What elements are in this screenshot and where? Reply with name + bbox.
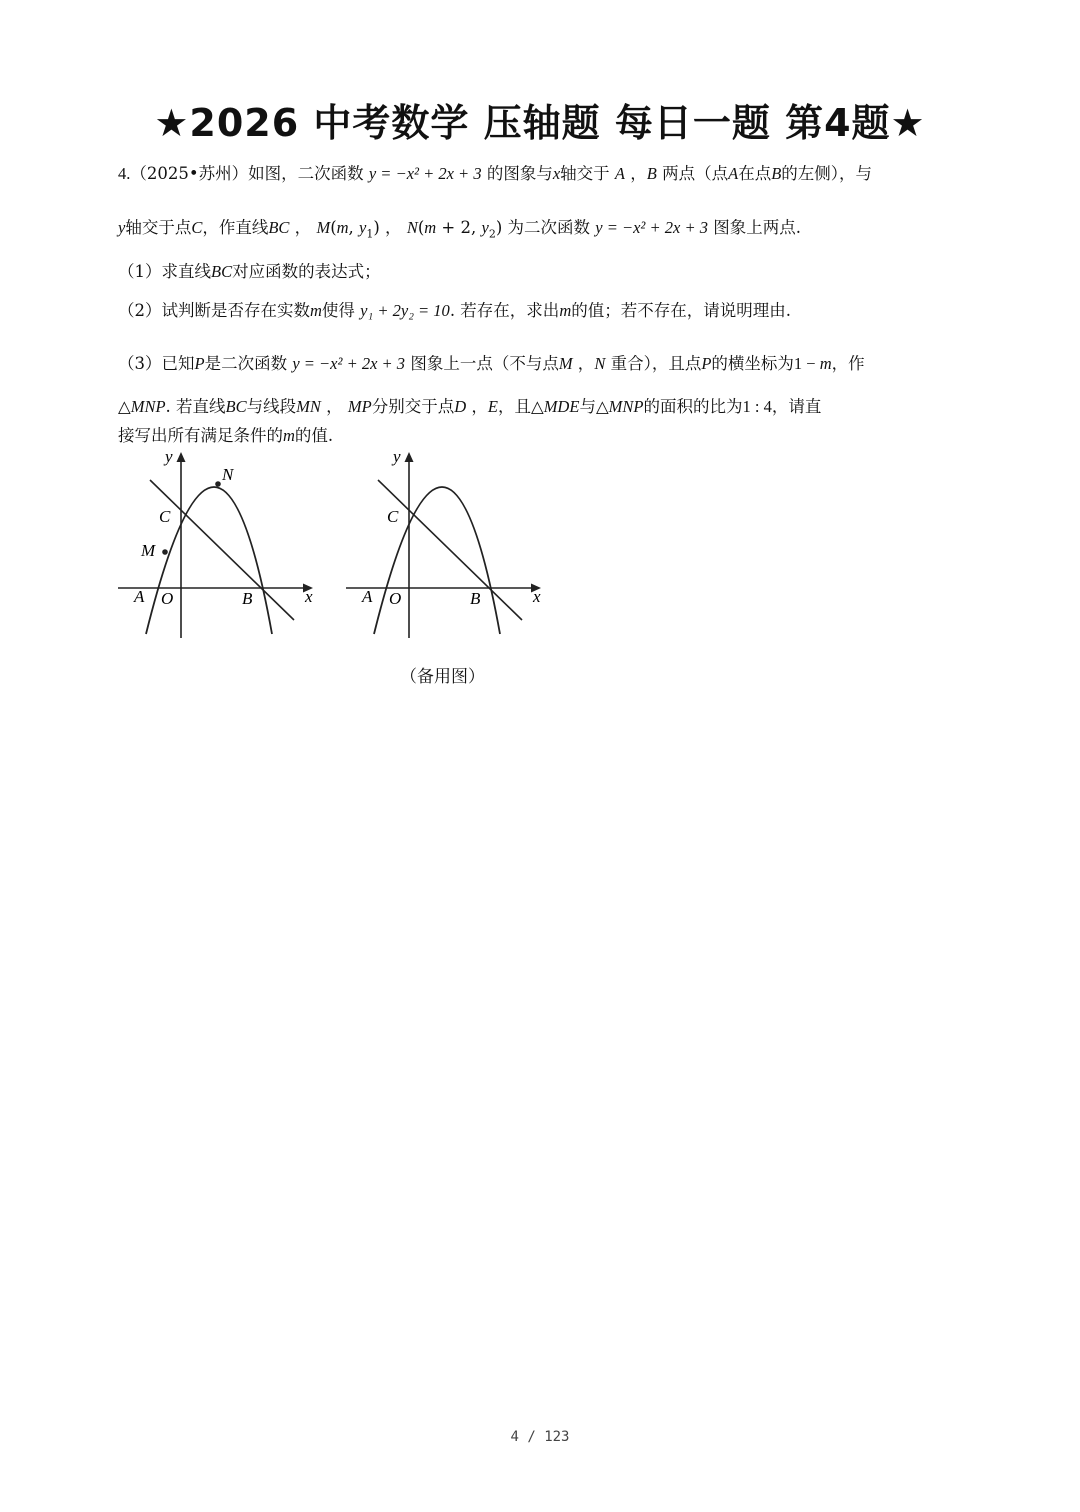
label-m: M [141, 541, 156, 560]
label-c: C [387, 507, 399, 526]
label-x: x [305, 587, 313, 606]
y-axis-arrow [177, 452, 186, 462]
figure-backup [338, 444, 548, 648]
page-number: 4 / 123 [510, 1429, 570, 1445]
label-a: A [134, 587, 145, 606]
y-axis-arrow [405, 452, 414, 462]
point-n [215, 481, 221, 487]
problem-line-1: 4.（2025•苏州）如图，二次函数 y = −x² + 2x + 3 的图象与x轴交于 A ，B 两点（点A在点B的左侧），与 [118, 164, 873, 183]
question-1: （1）求直线BC对应函数的表达式； [118, 262, 381, 281]
question-3-line-3: 接写出所有满足条件的m的值. [118, 426, 334, 445]
label-x: x [533, 587, 541, 606]
label-c: C [159, 507, 171, 526]
question-2: （2）试判断是否存在实数m使得 y₁ + 2y₂ = 10. 若存在，求出m的值；若不存在，请说明理由. [118, 301, 791, 320]
label-b: B [470, 589, 481, 608]
label-o: O [389, 589, 402, 608]
parabola-figure-2 [338, 444, 548, 644]
figure-main [110, 444, 320, 648]
question-3-line-1: （3）已知P是二次函数 y = −x² + 2x + 3 图象上一点（不与点M ，N 重合），且点P的横坐标为1 − m，作 [118, 354, 865, 373]
point-m [162, 549, 168, 555]
label-o: O [161, 589, 174, 608]
parabola-figure-1 [110, 444, 320, 644]
question-3-line-2: △MNP. 若直线BC与线段MN ， MP分别交于点D ，E，且△MDE与△MNP的面积的比为1 : 4，请直 [118, 397, 822, 416]
problem-source: （2025•苏州） [130, 164, 249, 183]
problem-number: 4. [118, 164, 131, 183]
label-n: N [222, 465, 234, 484]
label-b: B [242, 589, 253, 608]
label-y: y [393, 447, 401, 466]
label-a: A [362, 587, 373, 606]
label-y: y [165, 447, 173, 466]
problem-line-2: y轴交于点C，作直线BC ， M(m, $y_1$) ， N(m + 2, $y_2$) 为二次函数 y = −x² + 2x + 3 图象上两点. [118, 218, 801, 241]
function-expression: y = −x² + 2x + 3 [368, 164, 482, 183]
page-title: ★2026 中考数学 压轴题 每日一题 第4题★ [154, 101, 926, 145]
figure-caption: （备用图） [400, 667, 485, 687]
